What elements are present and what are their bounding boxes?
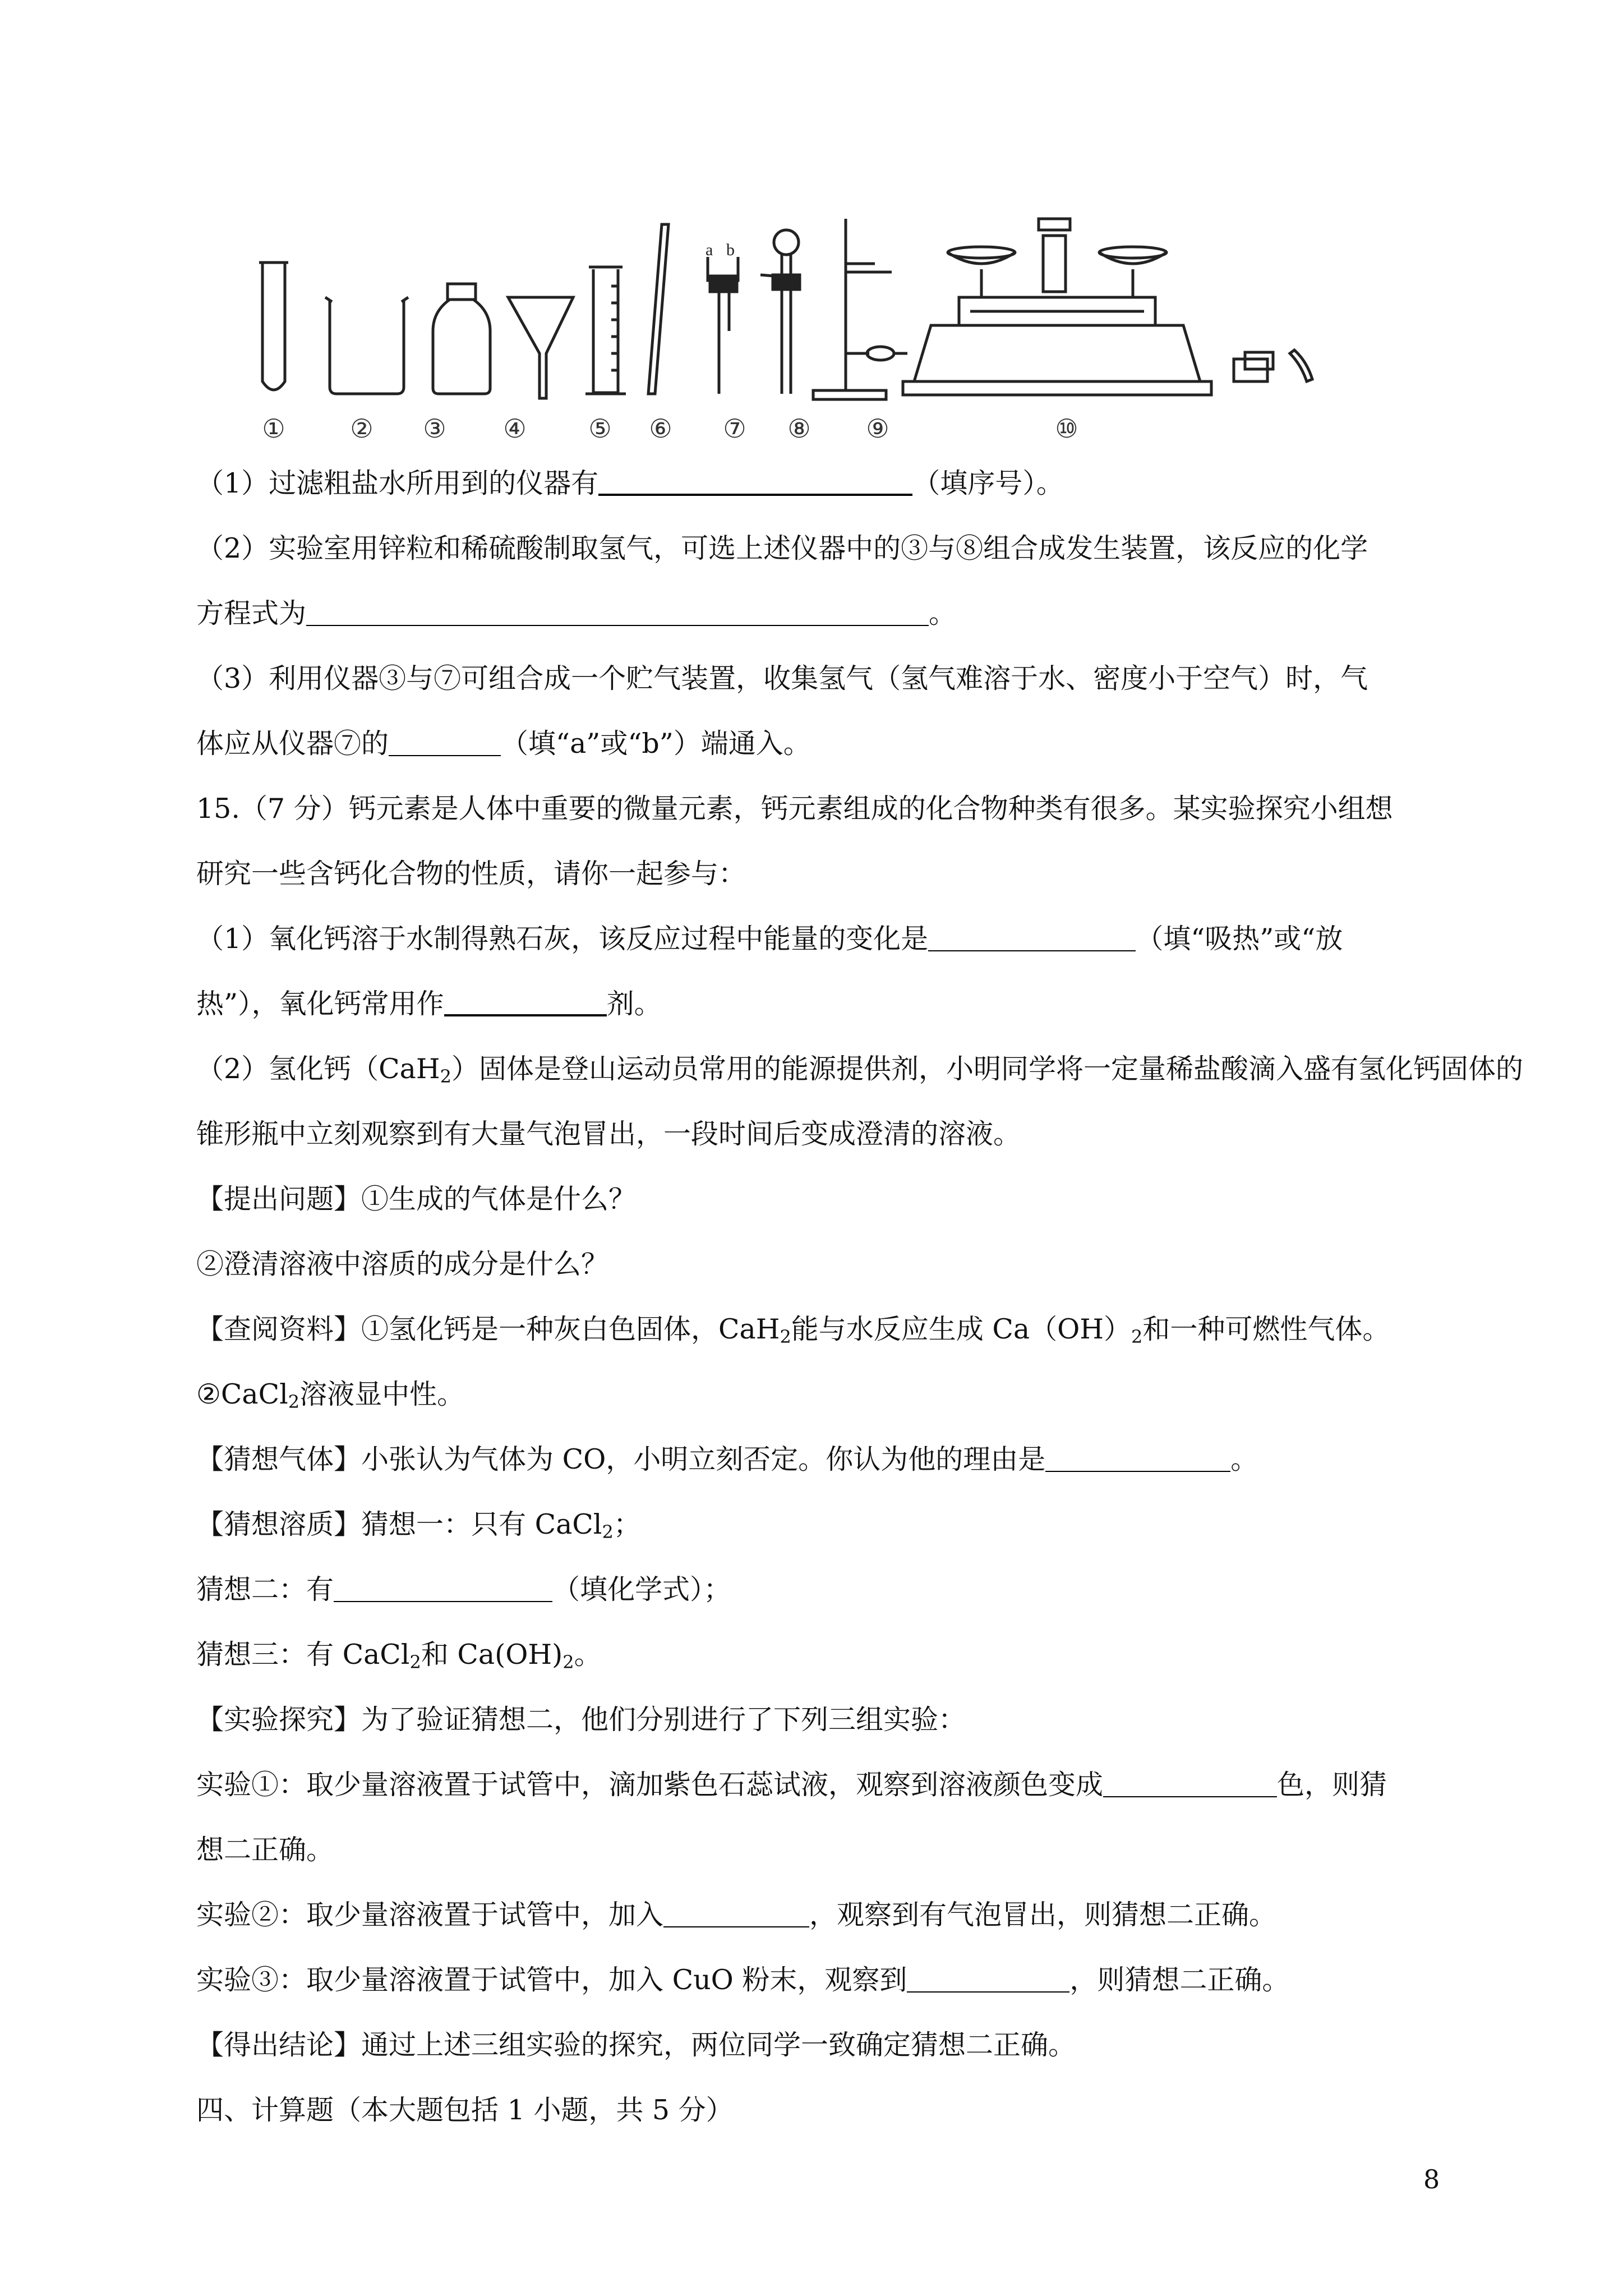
text: ②CaCl xyxy=(196,1378,288,1410)
text: 和一种可燃性气体。 xyxy=(1142,1313,1390,1345)
text: （2）氢化钙（CaH xyxy=(196,1053,440,1085)
answer-blank[interactable] xyxy=(1103,1774,1277,1797)
text: （填化学式）； xyxy=(552,1573,731,1605)
text: （1）氧化钙溶于水制得熟石灰，该反应过程中能量的变化是 xyxy=(196,923,929,955)
raise-question-2: ②澄清溶液中溶质的成分是什么？ xyxy=(196,1248,609,1280)
answer-blank[interactable] xyxy=(907,1969,1069,1993)
q14-part2-line1: （2）实验室用锌粒和稀硫酸制取氢气，可选上述仪器中的③与⑧组合成发生装置，该反应的化学 xyxy=(196,532,1368,564)
q15-heading-line1: 15.（7 分）钙元素是人体中重要的微量元素，钙元素组成的化合物种类有很多。某实验探究小组想 xyxy=(196,793,1393,825)
q15-part2-line2: 锥形瓶中立刻观察到有大量气泡冒出，一段时间后变成澄清的溶液。 xyxy=(196,1118,1021,1150)
funnel-drawing xyxy=(508,297,573,398)
figure-label: ⑧ xyxy=(787,413,811,444)
text: （填“a”或“b”）端通入。 xyxy=(501,728,811,760)
q14-part3-line1: （3）利用仪器③与⑦可组合成一个贮气装置，收集氢气（氢气难溶于水、密度小于空气）时，气 xyxy=(196,662,1368,694)
figure-label: ④ xyxy=(503,413,527,444)
text: 。 xyxy=(574,1639,602,1671)
text: （填序号）。 xyxy=(912,467,1064,499)
answer-blank[interactable] xyxy=(598,471,912,496)
subscript: 2 xyxy=(1131,1326,1143,1347)
answer-blank[interactable] xyxy=(306,602,929,626)
page-number: 8 xyxy=(1423,2164,1440,2194)
beaker-drawing xyxy=(325,297,408,394)
text: 剂。 xyxy=(606,988,662,1020)
figure-label: ① xyxy=(262,413,285,444)
subscript: 2 xyxy=(440,1066,451,1087)
text: 方程式为 xyxy=(196,597,307,629)
stopper-tubes-drawing xyxy=(708,257,738,394)
conclusion: 【得出结论】通过上述三组实验的探究，两位同学一致确定猜想二正确。 xyxy=(196,2029,1076,2061)
text: 【猜想气体】小张认为气体为 CO，小明立刻否定。你认为他的理由是 xyxy=(196,1443,1046,1475)
text: 和 Ca(OH) xyxy=(421,1639,563,1671)
q15-part2-line1 xyxy=(196,1052,1523,1093)
text: 。 xyxy=(929,597,957,629)
text: ，观察到有气泡冒出，则猜想二正确。 xyxy=(809,1899,1277,1931)
section-heading-calculation: 四、计算题（本大题包括 1 小题，共 5 分） xyxy=(196,2094,734,2126)
answer-blank[interactable] xyxy=(389,733,501,756)
text: 猜想三：有 CaCl xyxy=(196,1639,410,1671)
text: 色，则猜 xyxy=(1277,1769,1387,1801)
answer-blank[interactable] xyxy=(334,1579,552,1602)
figure-label: ⑦ xyxy=(723,413,746,444)
text: 热”），氧化钙常用作 xyxy=(196,988,444,1020)
answer-blank[interactable] xyxy=(1045,1448,1230,1472)
experiment-2 xyxy=(196,1898,1276,1932)
figure-label: ⑩ xyxy=(1055,413,1078,444)
q14-part1 xyxy=(196,467,1064,500)
guess-solute-2 xyxy=(196,1573,731,1607)
text: （填“吸热”或“放 xyxy=(1136,923,1343,955)
q15-heading-line2: 研究一些含钙化合物的性质，请你一起参与： xyxy=(196,858,746,890)
figure-label: ⑨ xyxy=(866,413,889,444)
balance-drawing xyxy=(903,219,1312,395)
figure-label: ⑥ xyxy=(649,413,672,444)
iron-stand-drawing xyxy=(813,219,907,399)
test-tube-drawing xyxy=(259,263,288,390)
subscript: 2 xyxy=(288,1391,300,1412)
experiment-1-line2: 想二正确。 xyxy=(196,1834,334,1866)
text: 能与水反应生成 Ca（OH） xyxy=(791,1313,1131,1345)
figure-label: ⑤ xyxy=(588,413,612,444)
q14-part2-line2 xyxy=(196,597,956,631)
apparatus-figure xyxy=(247,213,1419,449)
subscript: 2 xyxy=(780,1326,791,1347)
subscript: 2 xyxy=(562,1651,574,1673)
port-b-label: b xyxy=(726,241,735,259)
long-funnel-drawing xyxy=(760,230,800,394)
bottle-drawing xyxy=(433,284,490,394)
reference-1 xyxy=(196,1313,1390,1354)
figure-label: ③ xyxy=(423,413,446,444)
q15-part1-line2 xyxy=(196,987,662,1021)
text: 猜想二：有 xyxy=(196,1573,334,1605)
text: 实验②：取少量溶液置于试管中，加入 xyxy=(196,1899,664,1931)
figure-label: ② xyxy=(350,413,374,444)
text: 实验①：取少量溶液置于试管中，滴加紫色石蕊试液，观察到溶液颜色变成 xyxy=(196,1769,1104,1801)
text: ； xyxy=(613,1508,641,1540)
cylinder-drawing xyxy=(585,267,626,394)
q15-part1-line1 xyxy=(196,922,1343,956)
text: 【查阅资料】①氢化钙是一种灰白色固体，CaH xyxy=(196,1313,780,1345)
experiment-1-line1 xyxy=(196,1768,1387,1802)
subscript: 2 xyxy=(409,1651,421,1673)
answer-blank[interactable] xyxy=(444,992,607,1016)
guess-gas xyxy=(196,1443,1258,1476)
text: 实验③：取少量溶液置于试管中，加入 CuO 粉末，观察到 xyxy=(196,1964,907,1996)
text: （1）过滤粗盐水所用到的仪器有 xyxy=(196,467,599,499)
reference-2 xyxy=(196,1378,464,1419)
experiment-3 xyxy=(196,1963,1289,1997)
q14-part3-line2 xyxy=(196,727,811,761)
experiment-heading: 【实验探究】为了验证猜想二，他们分别进行了下列三组实验： xyxy=(196,1704,966,1736)
text: 体应从仪器⑦的 xyxy=(196,728,389,760)
text: 【猜想溶质】猜想一：只有 CaCl xyxy=(196,1508,602,1540)
answer-blank[interactable] xyxy=(928,928,1136,951)
text: ）固体是登山运动员常用的能源提供剂，小明同学将一定量稀盐酸滴入盛有氢化钙固体的 xyxy=(451,1053,1523,1085)
text: 。 xyxy=(1230,1443,1258,1475)
port-a-label: a xyxy=(706,241,713,259)
glass-rod-drawing xyxy=(648,224,668,394)
text: 溶液显中性。 xyxy=(299,1378,465,1410)
guess-solute-1 xyxy=(196,1508,641,1549)
text: ，则猜想二正确。 xyxy=(1069,1964,1290,1996)
raise-question-1: 【提出问题】①生成的气体是什么？ xyxy=(196,1183,637,1215)
answer-blank[interactable] xyxy=(663,1904,809,1927)
guess-solute-3 xyxy=(196,1638,602,1679)
subscript: 2 xyxy=(602,1521,614,1543)
